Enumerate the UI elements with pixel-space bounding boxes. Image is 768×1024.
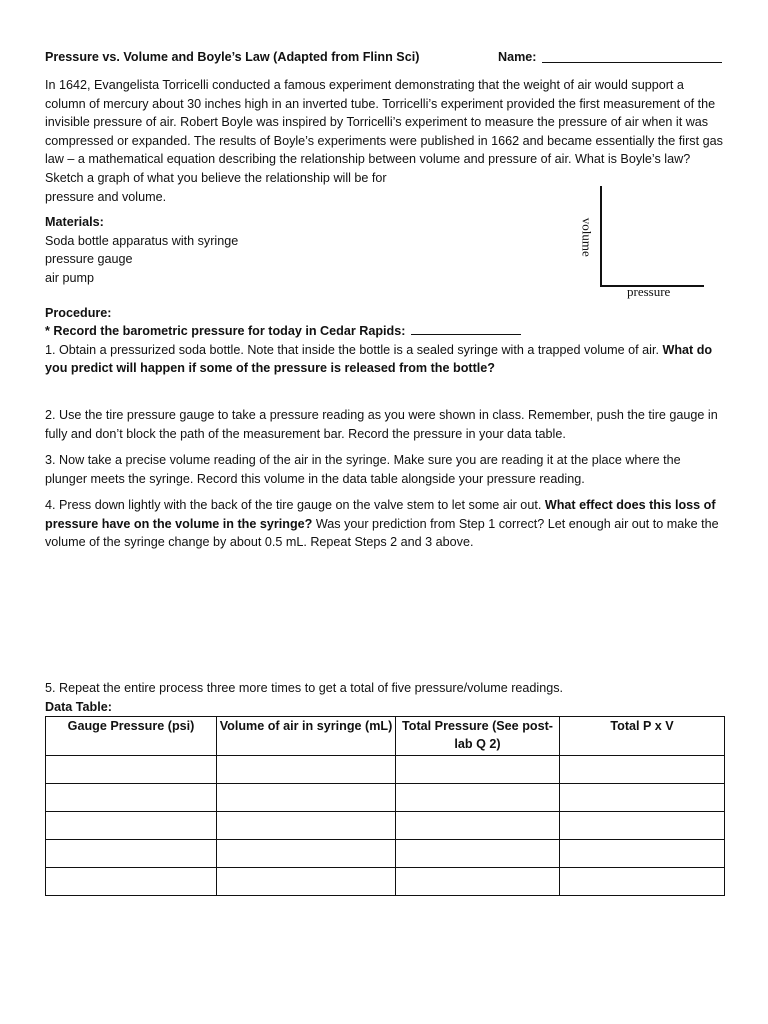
table-cell[interactable] xyxy=(396,840,560,868)
materials-item: Soda bottle apparatus with syringe xyxy=(45,233,239,248)
step-5: 5. Repeat the entire process three more times to get a total of five pressure/volume readings. xyxy=(45,681,564,695)
step-1 xyxy=(45,341,725,378)
table-row xyxy=(46,784,725,812)
table-cell[interactable] xyxy=(217,784,396,812)
table-header-row xyxy=(46,717,725,756)
materials-item: air pump xyxy=(45,270,94,285)
sketch-prompt: Sketch a graph of what you believe the relationship will be for pressure and volume. xyxy=(45,170,387,204)
table-row xyxy=(46,840,725,868)
name-label: Name: xyxy=(498,50,537,64)
table-cell[interactable] xyxy=(217,812,396,840)
step-4-text: 4. Press down lightly with the back of the tire gauge on the valve stem to let some air out. xyxy=(45,498,542,513)
step-4-text-cont: Was your prediction from Step 1 correct? Let enough air out to make the volume of the syringe change by about 0.5 mL. Repeat Steps 2 and 3 above. xyxy=(45,516,719,550)
table-cell[interactable] xyxy=(46,784,217,812)
column-header: Total P x V xyxy=(560,717,725,756)
graph-y-label: volume xyxy=(579,217,595,257)
materials-heading: Materials: xyxy=(45,215,104,230)
name-blank-line xyxy=(542,62,722,63)
table-row xyxy=(46,868,725,896)
graph-y-axis xyxy=(600,186,602,286)
step-1-question: What do you predict will happen if some of the pressure is released from the bottle? xyxy=(45,342,713,376)
header-row xyxy=(45,48,725,66)
column-header: Volume of air in syringe (mL) xyxy=(217,717,396,756)
table-cell[interactable] xyxy=(396,756,560,784)
barometric-pressure-line xyxy=(45,322,725,341)
step-4-question: What effect does this loss of pressure have on the volume in the syringe? xyxy=(45,498,716,531)
table-cell[interactable] xyxy=(560,784,725,812)
table-cell[interactable] xyxy=(560,756,725,784)
table-cell[interactable] xyxy=(46,840,217,868)
table-cell[interactable] xyxy=(560,840,725,868)
column-header: Total Pressure (See post-lab Q 2) xyxy=(396,717,560,756)
barometric-blank-line xyxy=(411,322,521,335)
table-cell[interactable] xyxy=(217,840,396,868)
intro-paragraph: In 1642, Evangelista Torricelli conducted a famous experiment demonstrating that the weight of air would support a column of mercury about 30 inches high in an inverted tube. Torricelli’s experiment provided the first measurement of the invisible pressure of air. Robert Boyle was inspired by Torricelli’s experiment to measure the pressure of air when it was compressed or expanded. The results of Boyle’s experiments were published in 1662 and became essentially the first gas law – a mathematical equation describing the relationship between volume and pressure of air. What is Boyle’s law? xyxy=(45,78,723,167)
procedure-heading: Procedure: xyxy=(45,305,112,320)
table-cell[interactable] xyxy=(46,868,217,896)
table-cell[interactable] xyxy=(560,812,725,840)
materials-item: pressure gauge xyxy=(45,252,133,267)
step-2: 2. Use the tire pressure gauge to take a pressure reading as you were shown in class. Remember, push the tire gauge in fully and don’t block the path of the measurement bar. Record the pressure in your data table. xyxy=(45,407,718,441)
table-cell[interactable] xyxy=(396,812,560,840)
sketch-graph xyxy=(560,182,720,302)
table-row xyxy=(46,756,725,784)
step-4 xyxy=(45,496,725,552)
step-3: 3. Now take a precise volume reading of the air in the syringe. Make sure you are reading it at the place where the plunger meets the syringe. Record this volume in the data table alongside your pressure reading. xyxy=(45,453,681,486)
table-cell[interactable] xyxy=(396,868,560,896)
data-table-heading: Data Table: xyxy=(45,699,112,714)
page-title: Pressure vs. Volume and Boyle’s Law (Adapted from Flinn Sci) xyxy=(45,50,420,64)
table-cell[interactable] xyxy=(46,756,217,784)
graph-x-label: pressure xyxy=(627,284,671,299)
data-table xyxy=(45,716,725,896)
step-5-block xyxy=(45,679,725,716)
procedure-section xyxy=(45,304,725,553)
step-1-text: 1. Obtain a pressurized soda bottle. Note that inside the bottle is a sealed syringe with a trapped volume of air. xyxy=(45,342,659,357)
table-cell[interactable] xyxy=(396,784,560,812)
table-cell[interactable] xyxy=(560,868,725,896)
barometric-pressure-text: * Record the barometric pressure for today in Cedar Rapids: xyxy=(45,324,406,339)
table-cell[interactable] xyxy=(46,812,217,840)
table-cell[interactable] xyxy=(217,868,396,896)
table-row xyxy=(46,812,725,840)
column-header: Gauge Pressure (psi) xyxy=(46,717,217,756)
table-cell[interactable] xyxy=(217,756,396,784)
